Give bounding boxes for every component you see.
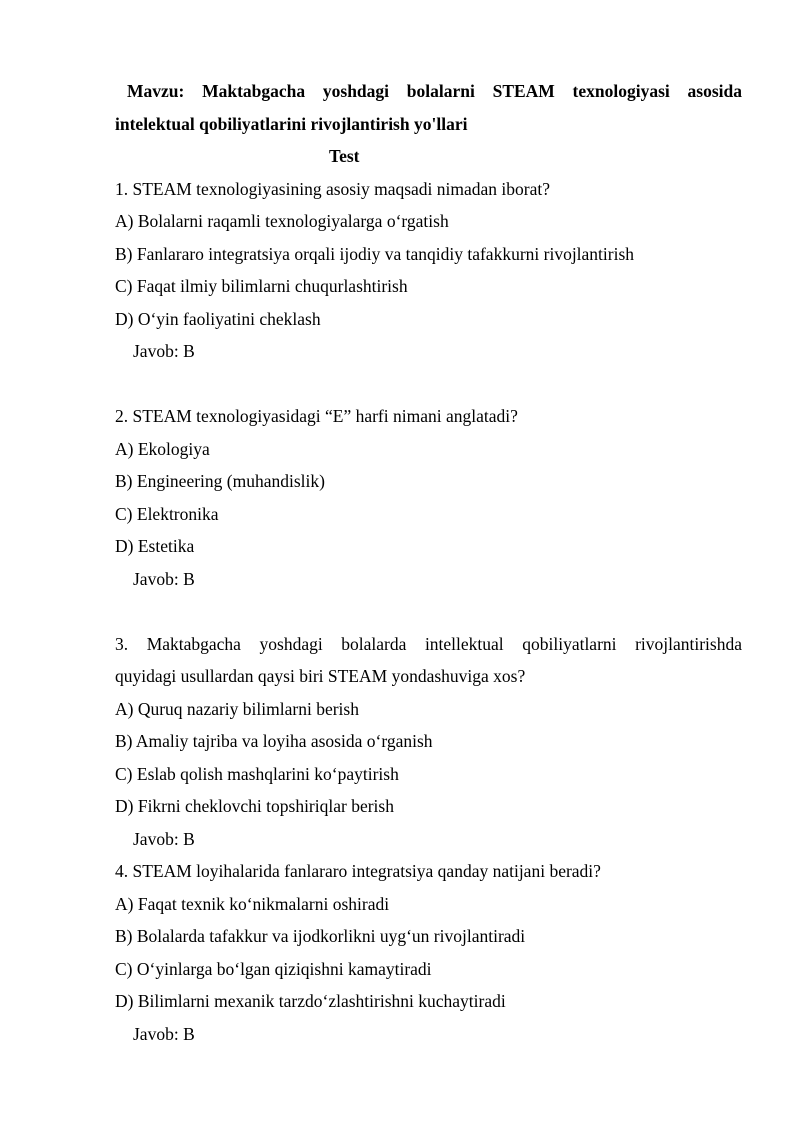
question-4-option-c: C) O‘yinlarga bo‘lgan qiziqishni kamaytiradi — [115, 958, 432, 979]
document-page — [115, 75, 742, 1050]
question-2-option-c: C) Elektronika — [115, 503, 219, 524]
question-3-option-a: A) Quruq nazariy bilimlarni berish — [115, 698, 359, 719]
document-title-line-2: intelektual qobiliyatlarini rivojlantirish yo'llari — [115, 113, 468, 134]
question-4-answer: Javob: B — [133, 1023, 195, 1044]
question-1-option-d: D) O‘yin faoliyatini cheklash — [115, 308, 321, 329]
question-1-option-b: B) Fanlararo integratsiya orqali ijodiy va tanqidiy tafakkurni rivojlantirish — [115, 243, 635, 264]
question-block-3 — [115, 628, 742, 856]
question-2-answer: Javob: B — [133, 568, 195, 589]
question-3-option-b: B) Amaliy tajriba va loyiha asosida o‘rganish — [115, 731, 433, 751]
question-3-option-d: D) Fikrni cheklovchi topshiriqlar berish — [115, 796, 394, 816]
question-block-2 — [115, 400, 742, 595]
question-block-1 — [115, 173, 742, 368]
test-heading: Test — [329, 146, 360, 166]
question-4-option-b: B) Bolalarda tafakkur va ijodkorlikni uyg‘un rivojlantiradi — [115, 926, 526, 946]
question-1-option-a: A) Bolalarni raqamli texnologiyalarga o‘rgatish — [115, 211, 449, 231]
question-block-4 — [115, 855, 742, 1050]
question-3-answer: Javob: B — [133, 828, 195, 849]
question-4-option-a: A) Faqat texnik ko‘nikmalarni oshiradi — [115, 893, 390, 914]
document-title-line-1: Mavzu: Maktabgacha yoshdagi bolalarni STEAM texnologiyasi asosida — [127, 81, 742, 101]
spacer — [115, 368, 742, 401]
question-3-text-line-2: quyidagi usullardan qaysi biri STEAM yondashuviga xos? — [115, 666, 526, 686]
question-2-option-b: B) Engineering (muhandislik) — [115, 471, 325, 491]
question-2-option-a: A) Ekologiya — [115, 438, 210, 459]
question-1-answer: Javob: B — [133, 341, 195, 361]
question-2-text: 2. STEAM texnologiyasidagi “E” harfi nimani anglatadi? — [115, 406, 518, 426]
question-4-text: 4. STEAM loyihalarida fanlararo integratsiya qanday natijani beradi? — [115, 861, 601, 881]
spacer — [115, 595, 742, 628]
question-1-option-c: C) Faqat ilmiy bilimlarni chuqurlashtirish — [115, 276, 408, 296]
question-2-option-d: D) Estetika — [115, 536, 195, 556]
question-3-option-c: C) Eslab qolish mashqlarini ko‘paytirish — [115, 763, 399, 784]
question-4-option-d: D) Bilimlarni mexanik tarzdo‘zlashtirishni kuchaytiradi — [115, 991, 506, 1011]
question-3-text-line-1: 3. Maktabgacha yoshdagi bolalarda intellektual qobiliyatlarni rivojlantirishda — [115, 633, 742, 654]
question-1-text: 1. STEAM texnologiyasining asosiy maqsadi nimadan iborat? — [115, 178, 551, 199]
